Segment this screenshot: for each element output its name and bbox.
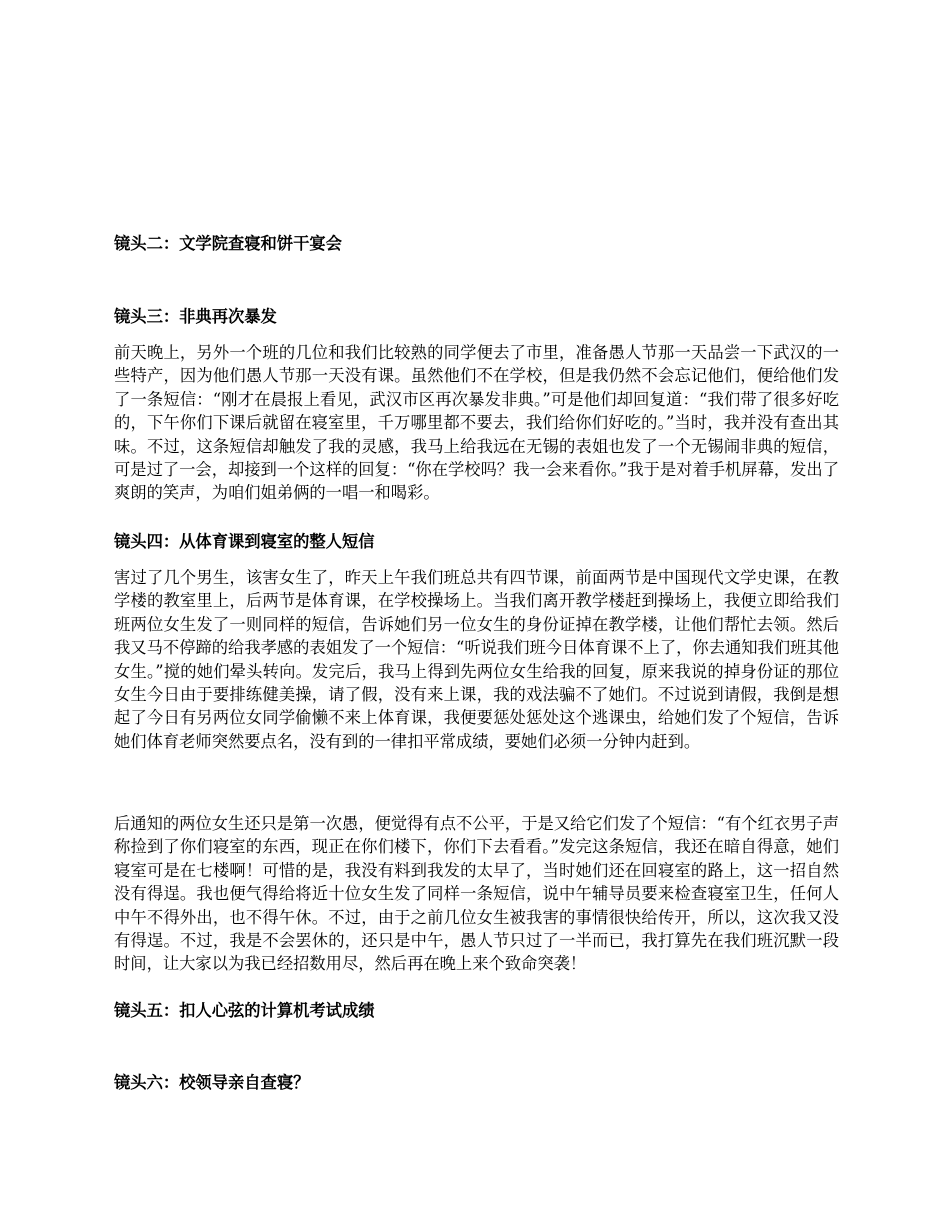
paragraph-sars-prank: 前天晚上，另外一个班的几位和我们比较熟的同学便去了市里，准备愚人节那一天品尝一下武汉的一些特产，因为他们愚人节那一天没有课。虽然他们不在学校，但是我仍然不会忘记他们，便给他们发了一条短信：“刚才在晨报上看见，武汉市区再次暴发非典。”可是他们却回复道：“我们带了很多好吃的，下午你们下课后就留在寝室里，千万哪里都不要去，我们给你们好吃的。”当时，我并没有查出其味。不过，这条短信却触发了我的灵感，我马上给我远在无锡的表姐也发了一个无锡闹非典的短信，可是过了一会，却接到一个这样的回复：“你在学校吗？我一会来看你。”我于是对着手机屏幕，发出了爽朗的笑声，为咱们姐弟俩的一唱一和喝彩。 bbox=[114, 343, 839, 503]
heading-scene-four: 镜头四：从体育课到寝室的整人短信 bbox=[114, 532, 375, 551]
heading-scene-two: 镜头二：文学院查寝和饼干宴会 bbox=[114, 234, 342, 253]
paragraph-pe-class-prank: 害过了几个男生，该害女生了，昨天上午我们班总共有四节课，前面两节是中国现代文学史课，在教学楼的教室里上，后两节是体育课，在学校操场上。当我们离开教学楼赶到操场上，我便立即给我们班两位女生发了一则同样的短信，告诉她们另一位女生的身份证掉在教学楼，让他们帮忙去领。然后我又马不停蹄的给我孝感的表姐发了一个短信：“听说我们班今日体育课不上了，你去通知我们班其他女生。”搅的她们晕头转向。发完后，我马上得到先两位女生给我的回复，原来我说的掉身份证的那位女生今日由于要排练健美操，请了假，没有来上课，我的戏法骗不了她们。不过说到请假，我倒是想起了今日有另两位女同学偷懒不来上体育课，我便要惩处惩处这个逃课虫，给她们发了个短信，告诉她们体育老师突然要点名，没有到的一律扣平常成绩，要她们必须一分钟内赶到。 bbox=[114, 568, 839, 751]
document-page bbox=[114, 0, 839, 1230]
heading-scene-three: 镜头三：非典再次暴发 bbox=[114, 307, 277, 326]
heading-scene-six: 镜头六：校领导亲自查寝？ bbox=[114, 1073, 310, 1092]
heading-scene-five: 镜头五：扣人心弦的计算机考试成绩 bbox=[114, 1001, 375, 1020]
paragraph-dorm-prank: 后通知的两位女生还只是第一次愚，便觉得有点不公平，于是又给它们发了个短信：“有个红衣男子声称捡到了你们寝室的东西，现正在你们楼下，你们下去看看。”发完这条短信，我还在暗自得意，她们寝室可是在七楼啊！可惜的是，我没有料到我发的太早了，当时她们还在回寝室的路上，这一招自然没有得逞。我也便气得给将近十位女生发了同样一条短信，说中午辅导员要来检查寝室卫生，任何人中午不得外出，也不得午休。不过，由于之前几位女生被我害的事情很快给传开，所以，这次我又没有得逞。不过，我是不会罢休的，还只是中午，愚人节只过了一半而已，我打算先在我们班沉默一段时间，让大家以为我已经招数用尽，然后再在晚上来个致命突袭！ bbox=[114, 814, 839, 974]
